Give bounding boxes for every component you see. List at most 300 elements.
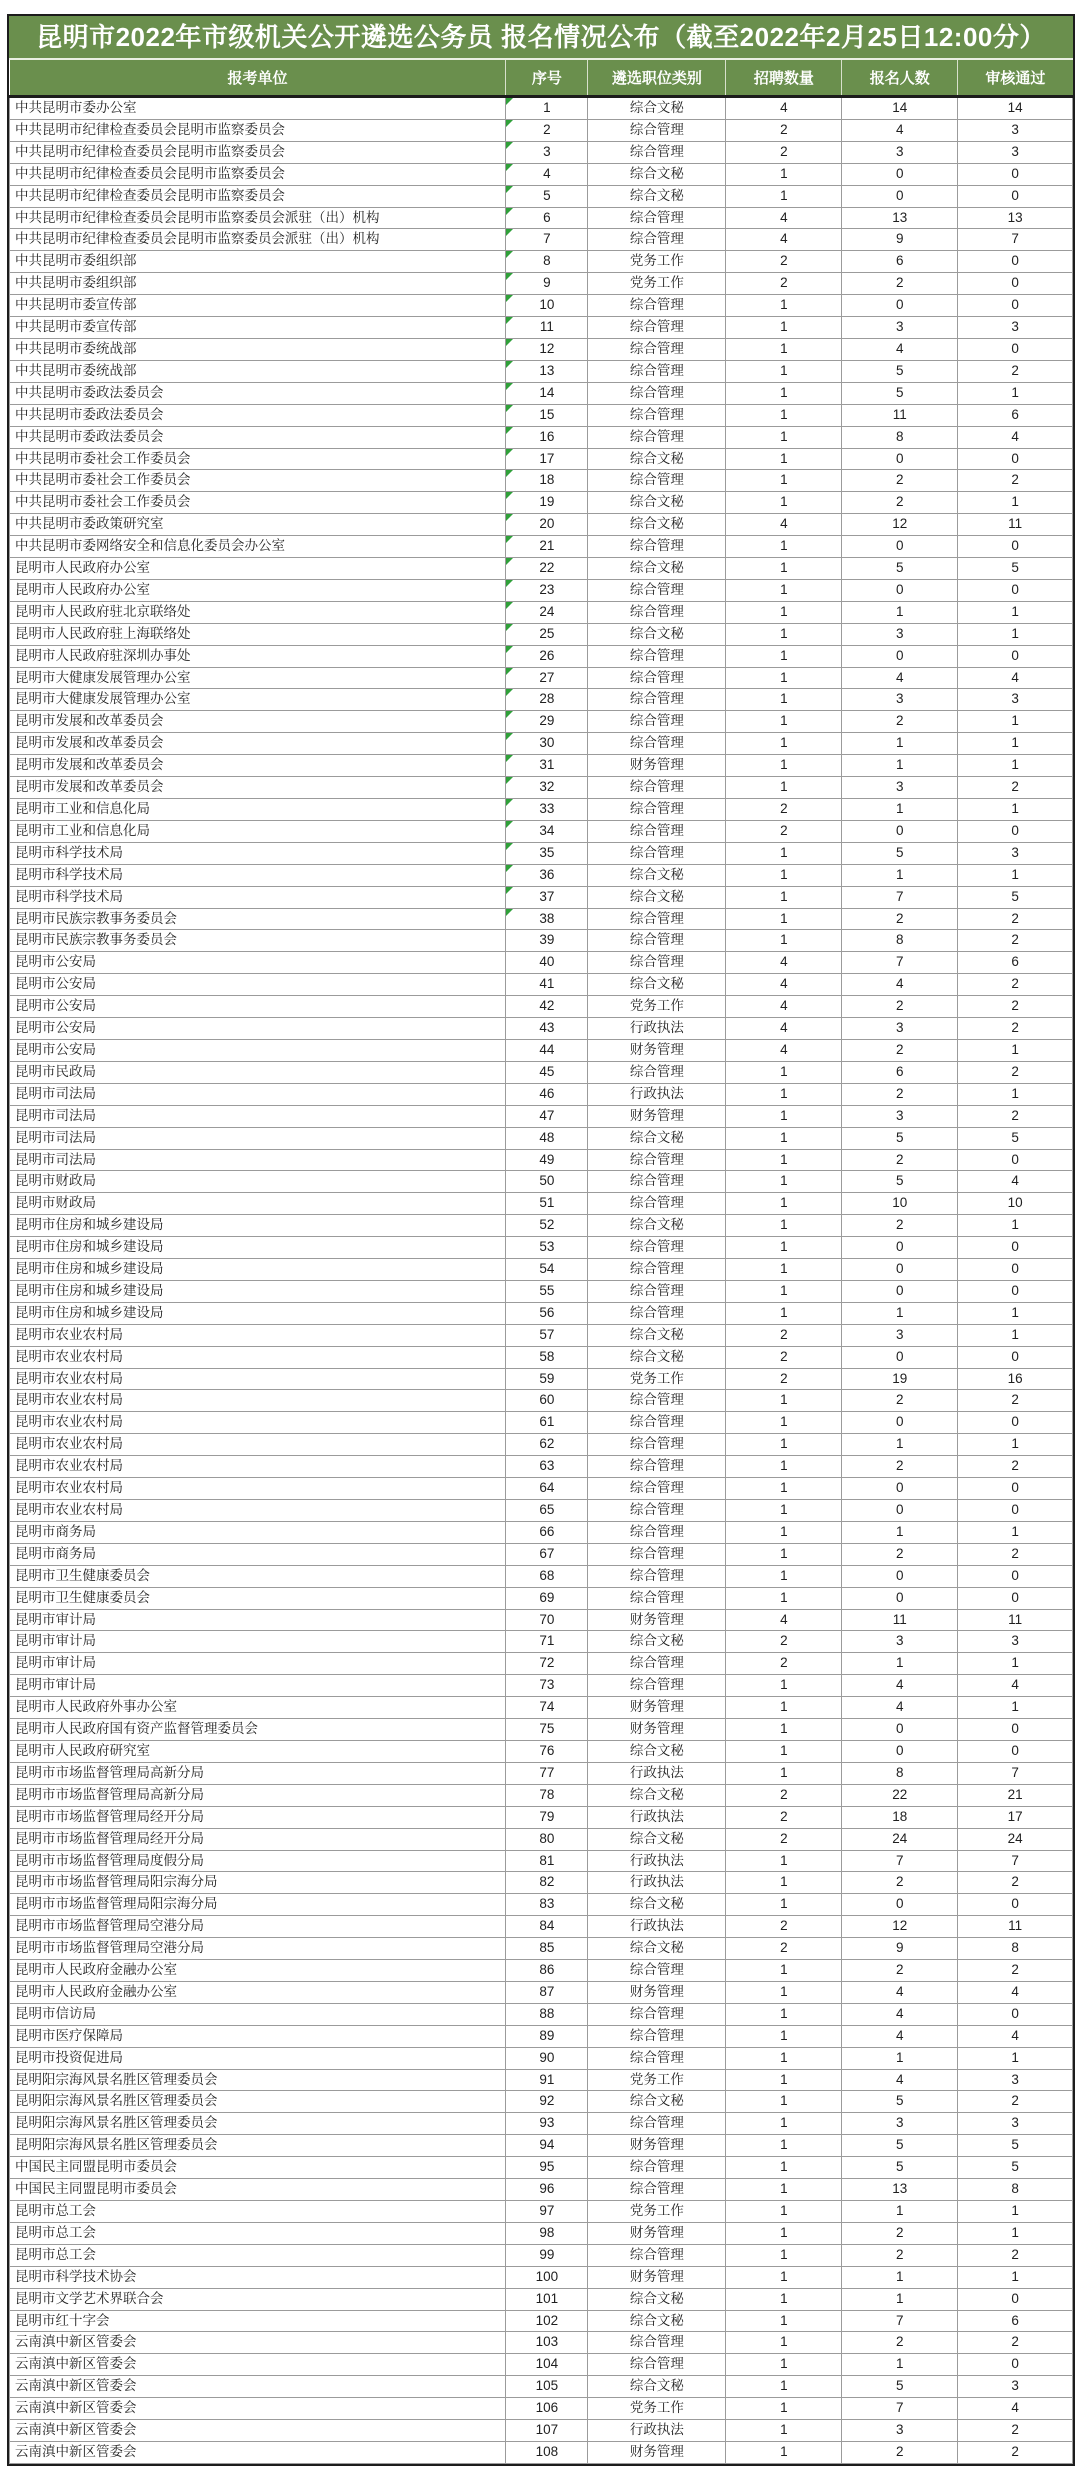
table-row: [10, 2113, 1073, 2135]
table-row: [10, 1916, 1073, 1938]
applicant-count-cell: 5: [842, 1171, 958, 1193]
table-row: [10, 930, 1073, 952]
unit-cell: 昆明市司法局: [10, 1127, 506, 1149]
approved-count-cell: 7: [958, 229, 1073, 251]
category-cell: 行政执法: [588, 1850, 726, 1872]
green-corner-marker-icon: [506, 470, 513, 477]
seq-cell: 38: [506, 908, 588, 930]
category-cell: 综合文秘: [588, 864, 726, 886]
table-row: [10, 1719, 1073, 1741]
recruit-count-cell: 1: [726, 1981, 842, 2003]
approved-count-cell: 0: [958, 1237, 1073, 1259]
recruit-count-cell: 4: [726, 996, 842, 1018]
applicant-count-cell: 7: [842, 2398, 958, 2420]
applicant-count-cell: 8: [842, 930, 958, 952]
approved-count-cell: 0: [958, 536, 1073, 558]
seq-cell: 12: [506, 338, 588, 360]
table-row: [10, 2091, 1073, 2113]
unit-cell: 昆明市发展和改革委员会: [10, 711, 506, 733]
approved-count-cell: 3: [958, 2069, 1073, 2091]
seq-cell: 58: [506, 1346, 588, 1368]
approved-count-cell: 1: [958, 492, 1073, 514]
column-header-approved-count: 审核通过: [958, 60, 1073, 97]
approved-count-cell: 6: [958, 404, 1073, 426]
approved-count-cell: 2: [958, 1872, 1073, 1894]
approved-count-cell: 0: [958, 1740, 1073, 1762]
unit-cell: 昆明市司法局: [10, 1083, 506, 1105]
recruit-count-cell: 1: [726, 864, 842, 886]
seq-cell: 77: [506, 1762, 588, 1784]
seq-cell: 75: [506, 1719, 588, 1741]
table-row: [10, 536, 1073, 558]
recruit-count-cell: 1: [726, 1259, 842, 1281]
recruit-count-cell: 1: [726, 1960, 842, 1982]
recruit-count-cell: 1: [726, 755, 842, 777]
unit-cell: 昆明市审计局: [10, 1653, 506, 1675]
table-row: [10, 1346, 1073, 1368]
category-cell: 综合管理: [588, 1061, 726, 1083]
applicant-count-cell: 0: [842, 163, 958, 185]
recruit-count-cell: 1: [726, 2376, 842, 2398]
category-cell: 综合管理: [588, 733, 726, 755]
unit-cell: 昆明市市场监督管理局经开分局: [10, 1806, 506, 1828]
unit-cell: 昆明市市场监督管理局高新分局: [10, 1784, 506, 1806]
approved-count-cell: 2: [958, 2091, 1073, 2113]
approved-count-cell: 11: [958, 1609, 1073, 1631]
unit-cell: 中共昆明市委政法委员会: [10, 382, 506, 404]
category-cell: 综合管理: [588, 908, 726, 930]
table-row: [10, 842, 1073, 864]
seq-cell: 91: [506, 2069, 588, 2091]
unit-cell: 昆明市民族宗教事务委员会: [10, 930, 506, 952]
approved-count-cell: 1: [958, 1302, 1073, 1324]
table-row: [10, 1456, 1073, 1478]
unit-cell: 昆明市农业农村局: [10, 1390, 506, 1412]
green-corner-marker-icon: [506, 799, 513, 806]
approved-count-cell: 3: [958, 842, 1073, 864]
category-cell: 综合文秘: [588, 492, 726, 514]
green-corner-marker-icon: [506, 229, 513, 236]
applicant-count-cell: 3: [842, 2113, 958, 2135]
green-corner-marker-icon: [506, 361, 513, 368]
category-cell: 综合管理: [588, 1280, 726, 1302]
unit-cell: 中共昆明市纪律检查委员会昆明市监察委员会: [10, 185, 506, 207]
applicant-count-cell: 3: [842, 1018, 958, 1040]
recruit-count-cell: 2: [726, 1324, 842, 1346]
seq-cell: 17: [506, 448, 588, 470]
seq-cell: 59: [506, 1368, 588, 1390]
recruit-count-cell: 1: [726, 1587, 842, 1609]
unit-cell: 昆明阳宗海风景名胜区管理委员会: [10, 2135, 506, 2157]
table-row: [10, 2310, 1073, 2332]
applicant-count-cell: 2: [842, 1039, 958, 1061]
table-row: [10, 2179, 1073, 2201]
table-row: [10, 338, 1073, 360]
recruit-count-cell: 1: [726, 689, 842, 711]
unit-cell: 中共昆明市委社会工作委员会: [10, 492, 506, 514]
applicant-count-cell: 4: [842, 2025, 958, 2047]
seq-cell: 98: [506, 2222, 588, 2244]
green-corner-marker-icon: [506, 339, 513, 346]
approved-count-cell: 3: [958, 689, 1073, 711]
category-cell: 综合管理: [588, 1259, 726, 1281]
seq-cell: 102: [506, 2310, 588, 2332]
table-row: [10, 141, 1073, 163]
recruit-count-cell: 1: [726, 382, 842, 404]
category-cell: 财务管理: [588, 1697, 726, 1719]
unit-cell: 中共昆明市委网络安全和信息化委员会办公室: [10, 536, 506, 558]
approved-count-cell: 0: [958, 1149, 1073, 1171]
recruit-count-cell: 2: [726, 1653, 842, 1675]
unit-cell: 昆明市市场监督管理局高新分局: [10, 1762, 506, 1784]
applicant-count-cell: 1: [842, 1653, 958, 1675]
unit-cell: 昆明市发展和改革委员会: [10, 733, 506, 755]
unit-cell: 昆明市发展和改革委员会: [10, 755, 506, 777]
unit-cell: 昆明市司法局: [10, 1105, 506, 1127]
header-row: [10, 60, 1073, 97]
seq-cell: 56: [506, 1302, 588, 1324]
recruit-count-cell: 1: [726, 1280, 842, 1302]
table-row: [10, 1215, 1073, 1237]
category-cell: 综合管理: [588, 1149, 726, 1171]
category-cell: 综合管理: [588, 1653, 726, 1675]
category-cell: 综合管理: [588, 777, 726, 799]
seq-cell: 62: [506, 1434, 588, 1456]
unit-cell: 昆明市市场监督管理局经开分局: [10, 1828, 506, 1850]
table-row: [10, 558, 1073, 580]
green-corner-marker-icon: [506, 536, 513, 543]
category-cell: 综合管理: [588, 2244, 726, 2266]
recruit-count-cell: 1: [726, 1565, 842, 1587]
table-row: [10, 2354, 1073, 2376]
recruit-count-cell: 1: [726, 1850, 842, 1872]
approved-count-cell: 4: [958, 1981, 1073, 2003]
column-header-recruit-count: 招聘数量: [726, 60, 842, 97]
recruit-count-cell: 1: [726, 711, 842, 733]
table-row: [10, 1631, 1073, 1653]
table-row: [10, 2288, 1073, 2310]
unit-cell: 昆明阳宗海风景名胜区管理委员会: [10, 2091, 506, 2113]
seq-cell: 42: [506, 996, 588, 1018]
table-row: [10, 251, 1073, 273]
table-row: [10, 799, 1073, 821]
approved-count-cell: 14: [958, 97, 1073, 120]
table-row: [10, 1784, 1073, 1806]
category-cell: 综合管理: [588, 2354, 726, 2376]
applicant-count-cell: 1: [842, 1302, 958, 1324]
applicant-count-cell: 14: [842, 97, 958, 120]
unit-cell: 昆明市文学艺术界联合会: [10, 2288, 506, 2310]
applicant-count-cell: 3: [842, 141, 958, 163]
applicant-count-cell: 3: [842, 689, 958, 711]
applicant-count-cell: 11: [842, 404, 958, 426]
category-cell: 财务管理: [588, 755, 726, 777]
recruit-count-cell: 1: [726, 295, 842, 317]
seq-cell: 5: [506, 185, 588, 207]
approved-count-cell: 0: [958, 1259, 1073, 1281]
unit-cell: 昆明市大健康发展管理办公室: [10, 689, 506, 711]
table-row: [10, 404, 1073, 426]
recruit-count-cell: 4: [726, 97, 842, 120]
recruit-count-cell: 1: [726, 2201, 842, 2223]
category-cell: 财务管理: [588, 1039, 726, 1061]
seq-cell: 83: [506, 1894, 588, 1916]
applicant-count-cell: 3: [842, 1631, 958, 1653]
category-cell: 综合管理: [588, 1193, 726, 1215]
category-cell: 综合管理: [588, 1543, 726, 1565]
unit-cell: 中共昆明市委社会工作委员会: [10, 470, 506, 492]
category-cell: 综合文秘: [588, 1740, 726, 1762]
approved-count-cell: 2: [958, 2441, 1073, 2463]
applicant-count-cell: 2: [842, 1543, 958, 1565]
recruit-count-cell: 1: [726, 733, 842, 755]
table-row: [10, 777, 1073, 799]
category-cell: 综合管理: [588, 1500, 726, 1522]
applicant-count-cell: 8: [842, 1762, 958, 1784]
table-row: [10, 1981, 1073, 2003]
approved-count-cell: 2: [958, 974, 1073, 996]
category-cell: 行政执法: [588, 1872, 726, 1894]
unit-cell: 昆明市红十字会: [10, 2310, 506, 2332]
category-cell: 综合文秘: [588, 1894, 726, 1916]
recruit-count-cell: 1: [726, 2266, 842, 2288]
category-cell: 综合管理: [588, 2047, 726, 2069]
category-cell: 综合文秘: [588, 185, 726, 207]
recruit-count-cell: 1: [726, 426, 842, 448]
recruit-count-cell: 4: [726, 1039, 842, 1061]
seq-cell: 67: [506, 1543, 588, 1565]
category-cell: 综合文秘: [588, 514, 726, 536]
category-cell: 综合文秘: [588, 1127, 726, 1149]
green-corner-marker-icon: [506, 251, 513, 258]
applicant-count-cell: 2: [842, 1456, 958, 1478]
unit-cell: 昆明市住房和城乡建设局: [10, 1237, 506, 1259]
approved-count-cell: 0: [958, 1565, 1073, 1587]
unit-cell: 昆明市科学技术协会: [10, 2266, 506, 2288]
applicant-count-cell: 19: [842, 1368, 958, 1390]
unit-cell: 中共昆明市委政策研究室: [10, 514, 506, 536]
seq-cell: 94: [506, 2135, 588, 2157]
table-row: [10, 2025, 1073, 2047]
applicant-count-cell: 0: [842, 645, 958, 667]
applicant-count-cell: 0: [842, 1346, 958, 1368]
approved-count-cell: 1: [958, 733, 1073, 755]
seq-cell: 100: [506, 2266, 588, 2288]
recruit-count-cell: 1: [726, 2179, 842, 2201]
seq-cell: 20: [506, 514, 588, 536]
green-corner-marker-icon: [506, 909, 513, 916]
applicant-count-cell: 3: [842, 1105, 958, 1127]
recruit-count-cell: 1: [726, 536, 842, 558]
seq-cell: 88: [506, 2003, 588, 2025]
recruit-count-cell: 2: [726, 799, 842, 821]
approved-count-cell: 11: [958, 514, 1073, 536]
category-cell: 综合管理: [588, 426, 726, 448]
approved-count-cell: 1: [958, 864, 1073, 886]
approved-count-cell: 2: [958, 2244, 1073, 2266]
category-cell: 行政执法: [588, 1083, 726, 1105]
category-cell: 行政执法: [588, 1018, 726, 1040]
seq-cell: 71: [506, 1631, 588, 1653]
unit-cell: 昆明市人民政府外事办公室: [10, 1697, 506, 1719]
applicant-count-cell: 4: [842, 2003, 958, 2025]
table-row: [10, 185, 1073, 207]
seq-cell: 13: [506, 360, 588, 382]
applicant-count-cell: 0: [842, 1565, 958, 1587]
unit-cell: 昆明市审计局: [10, 1631, 506, 1653]
recruit-count-cell: 1: [726, 2398, 842, 2420]
applicant-count-cell: 0: [842, 448, 958, 470]
applicant-count-cell: 5: [842, 2157, 958, 2179]
recruit-count-cell: 1: [726, 623, 842, 645]
applicant-count-cell: 18: [842, 1806, 958, 1828]
seq-cell: 49: [506, 1149, 588, 1171]
seq-cell: 85: [506, 1938, 588, 1960]
table-row: [10, 119, 1073, 141]
green-corner-marker-icon: [506, 98, 513, 105]
category-cell: 综合文秘: [588, 623, 726, 645]
seq-cell: 32: [506, 777, 588, 799]
unit-cell: 昆明市科学技术局: [10, 864, 506, 886]
table-row: [10, 97, 1073, 120]
applicant-count-cell: 4: [842, 338, 958, 360]
approved-count-cell: 3: [958, 1631, 1073, 1653]
approved-count-cell: 7: [958, 1850, 1073, 1872]
unit-cell: 中共昆明市纪律检查委员会昆明市监察委员会派驻（出）机构: [10, 229, 506, 251]
table-row: [10, 579, 1073, 601]
category-cell: 综合文秘: [588, 2091, 726, 2113]
applicant-count-cell: 1: [842, 755, 958, 777]
unit-cell: 昆明市市场监督管理局度假分局: [10, 1850, 506, 1872]
recruit-count-cell: 4: [726, 1609, 842, 1631]
applicant-count-cell: 1: [842, 2354, 958, 2376]
category-cell: 综合管理: [588, 382, 726, 404]
recruit-count-cell: 1: [726, 1193, 842, 1215]
recruit-count-cell: 4: [726, 974, 842, 996]
approved-count-cell: 0: [958, 185, 1073, 207]
unit-cell: 中共昆明市委宣传部: [10, 295, 506, 317]
category-cell: 综合文秘: [588, 97, 726, 120]
approved-count-cell: 0: [958, 579, 1073, 601]
category-cell: 综合管理: [588, 1565, 726, 1587]
approved-count-cell: 0: [958, 645, 1073, 667]
table-row: [10, 1390, 1073, 1412]
unit-cell: 昆明市住房和城乡建设局: [10, 1302, 506, 1324]
unit-cell: 昆明市民政局: [10, 1061, 506, 1083]
green-corner-marker-icon: [506, 273, 513, 280]
recruit-count-cell: 1: [726, 579, 842, 601]
applicant-count-cell: 4: [842, 1981, 958, 2003]
approved-count-cell: 4: [958, 2398, 1073, 2420]
applicant-count-cell: 2: [842, 1960, 958, 1982]
applicant-count-cell: 4: [842, 2069, 958, 2091]
seq-cell: 41: [506, 974, 588, 996]
table-row: [10, 1302, 1073, 1324]
table-row: [10, 2047, 1073, 2069]
seq-cell: 103: [506, 2332, 588, 2354]
approved-count-cell: 4: [958, 426, 1073, 448]
green-corner-marker-icon: [506, 580, 513, 587]
unit-cell: 云南滇中新区管委会: [10, 2354, 506, 2376]
approved-count-cell: 2: [958, 360, 1073, 382]
table-row: [10, 1675, 1073, 1697]
category-cell: 综合文秘: [588, 1784, 726, 1806]
recruit-count-cell: 1: [726, 1740, 842, 1762]
unit-cell: 昆明市卫生健康委员会: [10, 1565, 506, 1587]
approved-count-cell: 1: [958, 711, 1073, 733]
seq-cell: 107: [506, 2420, 588, 2442]
category-cell: 综合管理: [588, 338, 726, 360]
category-cell: 综合文秘: [588, 2288, 726, 2310]
approved-count-cell: 0: [958, 1719, 1073, 1741]
column-header-unit: 报考单位: [10, 60, 506, 97]
table-row: [10, 2069, 1073, 2091]
seq-cell: 74: [506, 1697, 588, 1719]
seq-cell: 15: [506, 404, 588, 426]
applicant-count-cell: 1: [842, 733, 958, 755]
category-cell: 财务管理: [588, 2222, 726, 2244]
unit-cell: 昆明市司法局: [10, 1149, 506, 1171]
seq-cell: 70: [506, 1609, 588, 1631]
category-cell: 行政执法: [588, 1916, 726, 1938]
unit-cell: 云南滇中新区管委会: [10, 2398, 506, 2420]
recruit-count-cell: 2: [726, 820, 842, 842]
category-cell: 综合管理: [588, 119, 726, 141]
recruitment-table: [7, 14, 1075, 2466]
seq-cell: 95: [506, 2157, 588, 2179]
table-row: [10, 1960, 1073, 1982]
green-corner-marker-icon: [506, 317, 513, 324]
seq-cell: 23: [506, 579, 588, 601]
approved-count-cell: 2: [958, 2420, 1073, 2442]
applicant-count-cell: 0: [842, 1259, 958, 1281]
category-cell: 综合管理: [588, 295, 726, 317]
category-cell: 综合文秘: [588, 974, 726, 996]
table-row: [10, 1039, 1073, 1061]
table-row: [10, 1237, 1073, 1259]
table-row: [10, 360, 1073, 382]
table-row: [10, 1105, 1073, 1127]
applicant-count-cell: 2: [842, 1872, 958, 1894]
recruit-count-cell: 1: [726, 667, 842, 689]
table-row: [10, 1368, 1073, 1390]
seq-cell: 19: [506, 492, 588, 514]
applicant-count-cell: 0: [842, 1719, 958, 1741]
recruit-count-cell: 1: [726, 1215, 842, 1237]
unit-cell: 云南滇中新区管委会: [10, 2332, 506, 2354]
recruit-count-cell: 1: [726, 908, 842, 930]
seq-cell: 36: [506, 864, 588, 886]
category-cell: 综合管理: [588, 2003, 726, 2025]
table-row: [10, 908, 1073, 930]
applicant-count-cell: 1: [842, 601, 958, 623]
unit-cell: 昆明市民族宗教事务委员会: [10, 908, 506, 930]
approved-count-cell: 2: [958, 1390, 1073, 1412]
unit-cell: 昆明市人民政府驻北京联络处: [10, 601, 506, 623]
table-row: [10, 1083, 1073, 1105]
unit-cell: 昆明市卫生健康委员会: [10, 1587, 506, 1609]
category-cell: 综合管理: [588, 1171, 726, 1193]
category-cell: 综合管理: [588, 536, 726, 558]
recruit-count-cell: 4: [726, 207, 842, 229]
green-corner-marker-icon: [506, 558, 513, 565]
seq-cell: 35: [506, 842, 588, 864]
category-cell: 综合文秘: [588, 1346, 726, 1368]
category-cell: 综合管理: [588, 2157, 726, 2179]
table-row: [10, 1259, 1073, 1281]
table-row: [10, 733, 1073, 755]
unit-cell: 昆明市工业和信息化局: [10, 820, 506, 842]
